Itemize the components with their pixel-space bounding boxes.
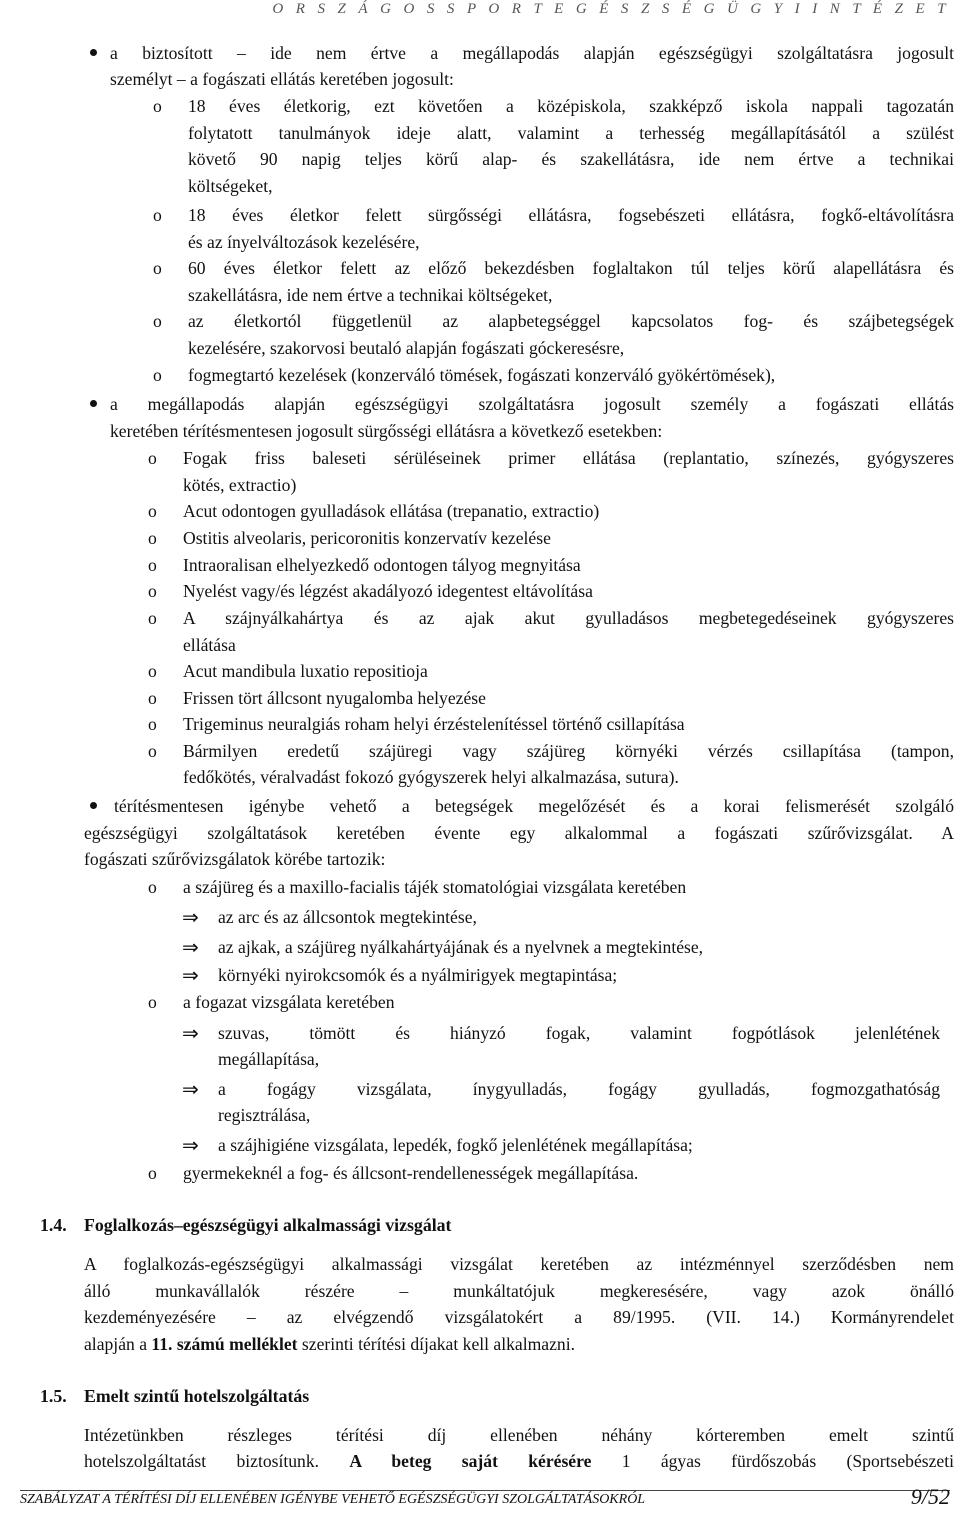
text-line: kötés, extractio) bbox=[183, 475, 297, 495]
text-run: 1 ágyas fürdőszobás (Sportsebészeti bbox=[591, 1451, 954, 1471]
section-title: Emelt szintű hotelszolgáltatás bbox=[84, 1386, 310, 1406]
sub-marker: o bbox=[148, 528, 157, 548]
text-line: kezdeményezésére – az elvégzendő vizsgálatokért a 89/1995. (VII. 14.) Kormányrendelet bbox=[84, 1307, 954, 1327]
section-title: Foglalkozás–egészségügyi alkalmassági vizsgálat bbox=[84, 1215, 452, 1235]
text-line: a fogazat vizsgálata keretében bbox=[183, 992, 395, 1012]
text-line: szakellátásra, ide nem értve a technikai költségeket, bbox=[188, 285, 553, 305]
text-line: A foglalkozás-egészségügyi alkalmassági vizsgálat keretében az intézménnyel szerződésben nem bbox=[84, 1254, 954, 1274]
section-number: 1.5. bbox=[40, 1386, 67, 1406]
text-line: az életkortól függetlenül az alapbetegséggel kapcsolatos fog- és szájbetegségek bbox=[188, 311, 954, 331]
text-run: alapján a bbox=[84, 1334, 152, 1354]
text-line: megállapítása, bbox=[218, 1049, 320, 1069]
section-number: 1.4. bbox=[40, 1215, 67, 1235]
text-line: 60 éves életkor felett az előző bekezdésben foglaltakon túl teljes körű alapellátásra és bbox=[188, 258, 954, 278]
footer-title: SZABÁLYZAT A TÉRÍTÉSI DÍJ ELLENÉBEN IGÉNYBE VEHETŐ EGÉSZSÉGÜGYI SZOLGÁLTATÁSOKRÓL bbox=[20, 1492, 646, 1507]
sub-marker: o bbox=[148, 741, 157, 761]
text-line bbox=[84, 1331, 954, 1357]
text-line: folytatott tanulmányok ideje alatt, valamint a terhesség megállapításától a szülést bbox=[188, 123, 954, 143]
sub-marker: o bbox=[148, 608, 157, 628]
sub-marker: o bbox=[148, 992, 157, 1012]
text-line: Intraoralisan elhelyezkedő odontogen tályog megnyitása bbox=[183, 555, 581, 575]
text-line: Acut mandibula luxatio repositioja bbox=[183, 661, 428, 681]
text-line: egészségügyi szolgáltatások keretében évente egy alkalommal a fogászati szűrővizsgálat. A bbox=[84, 823, 954, 843]
sub-marker: o bbox=[148, 877, 157, 897]
sub-marker: o bbox=[153, 96, 162, 116]
text-line: gyermekeknél a fog- és állcsont-rendellenességek megállapítása. bbox=[183, 1163, 639, 1183]
text-line: Fogak friss baleseti sérüléseinek primer ellátása (replantatio, színezés, gyógyszeres bbox=[183, 448, 954, 468]
arrow-icon: ⇒ bbox=[182, 1021, 199, 1045]
arrow-icon: ⇒ bbox=[182, 935, 199, 959]
text-line: A szájnyálkahártya és az ajak akut gyulladásos megbetegedéseinek gyógyszeres bbox=[183, 608, 954, 628]
text-line: az arc és az állcsontok megtekintése, bbox=[218, 907, 477, 927]
text-line: személyt – a fogászati ellátás keretében jogosult: bbox=[110, 69, 454, 89]
text-line: álló munkavállalók részére – munkáltatójuk megkeresésére, vagy azok önálló bbox=[84, 1281, 954, 1301]
text-line: Bármilyen eredetű szájüregi vagy szájüreg környéki vérzés csillapítása (tampon, bbox=[183, 741, 954, 761]
text-line: a biztosított – ide nem értve a megállapodás alapján egészségügyi szolgáltatásra jogosult bbox=[110, 43, 954, 63]
sub-marker: o bbox=[148, 555, 157, 575]
text-line: fedőkötés, véralvadást fokozó gyógyszerek helyi alkalmazása, sutura). bbox=[183, 767, 679, 787]
arrow-icon: ⇒ bbox=[182, 1077, 199, 1101]
sub-marker: o bbox=[153, 205, 162, 225]
page-number: 9/52 bbox=[910, 1484, 950, 1509]
text-line: keretében térítésmentesen jogosult sürgősségi ellátásra a következő esetekben: bbox=[110, 421, 663, 441]
bullet-dot bbox=[90, 802, 97, 809]
text-line: Intézetünkben részleges térítési díj ellenében néhány kórteremben emelt szintű bbox=[84, 1425, 954, 1445]
footer-rule bbox=[20, 1490, 950, 1491]
text-line: és az ínyelváltozások kezelésére, bbox=[188, 232, 420, 252]
bullet-dot bbox=[90, 400, 97, 407]
text-line: környéki nyirokcsomók és a nyálmirigyek megtapintása; bbox=[218, 965, 618, 985]
text-line: Frissen tört állcsont nyugalomba helyezése bbox=[183, 688, 486, 708]
text-line: fogmegtartó kezelések (konzerváló tömések, fogászati konzerváló gyökértömések), bbox=[188, 365, 776, 385]
text-line: Ostitis alveolaris, pericoronitis konzervatív kezelése bbox=[183, 528, 551, 548]
text-line: 18 éves életkorig, ezt követően a középiskola, szakképző iskola nappali tagozatán bbox=[188, 96, 954, 116]
sub-marker: o bbox=[148, 688, 157, 708]
arrow-icon: ⇒ bbox=[182, 1133, 199, 1157]
sub-marker: o bbox=[148, 714, 157, 734]
text-run: szerinti térítési díjakat kell alkalmazni. bbox=[297, 1334, 576, 1354]
sub-marker: o bbox=[148, 581, 157, 601]
text-line bbox=[84, 1448, 954, 1474]
sub-marker: o bbox=[148, 448, 157, 468]
arrow-icon: ⇒ bbox=[182, 963, 199, 987]
annex-reference: 11. számú melléklet bbox=[151, 1334, 298, 1354]
text-line: 18 éves életkor felett sürgősségi ellátásra, fogsebészeti ellátásra, fogkő-eltávolításra bbox=[188, 205, 954, 225]
arrow-icon: ⇒ bbox=[182, 905, 199, 929]
sub-marker: o bbox=[153, 311, 162, 331]
sub-marker: o bbox=[153, 365, 162, 385]
bullet-dot bbox=[90, 49, 97, 56]
sub-marker: o bbox=[148, 1163, 157, 1183]
text-line: követő 90 napig teljes körű alap- és szakellátásra, ide nem értve a technikai bbox=[188, 149, 954, 169]
text-line: Trigeminus neuralgiás roham helyi érzéstelenítéssel történő csillapítása bbox=[183, 714, 685, 734]
text-line: a megállapodás alapján egészségügyi szolgáltatásra jogosult személy a fogászati ellátás bbox=[110, 394, 954, 414]
text-line: Nyelést vagy/és légzést akadályozó idegentest eltávolítása bbox=[183, 581, 593, 601]
text-line: a szájhigiéne vizsgálata, lepedék, fogkő jelenlétének megállapítása; bbox=[218, 1135, 693, 1155]
running-header: O R S Z Á G O S S P O R T E G É S Z S É G Ü G Y I I N T É Z E T bbox=[272, 1, 950, 17]
text-line: ellátása bbox=[183, 635, 236, 655]
text-run: hotelszolgáltatást biztosítunk. bbox=[84, 1451, 350, 1471]
sub-marker: o bbox=[153, 258, 162, 278]
text-line: térítésmentesen igénybe vehető a betegségek megelőzését és a korai felismerését szolgáló bbox=[114, 796, 954, 816]
sub-marker: o bbox=[148, 501, 157, 521]
text-line: költségeket, bbox=[188, 176, 273, 196]
text-line: Acut odontogen gyulladások ellátása (trepanatio, extractio) bbox=[183, 501, 600, 521]
sub-marker: o bbox=[148, 661, 157, 681]
text-line: regisztrálása, bbox=[218, 1105, 311, 1125]
text-line: szuvas, tömött és hiányzó fogak, valamint fogpótlások jelenlétének bbox=[218, 1023, 940, 1043]
text-line: kezelésére, szakorvosi beutaló alapján fogászati góckeresésre, bbox=[188, 338, 625, 358]
text-line: a szájüreg és a maxillo-facialis tájék stomatológiai vizsgálata keretében bbox=[183, 877, 687, 897]
text-line: fogászati szűrővizsgálatok körébe tartozik: bbox=[84, 849, 386, 869]
text-line: a fogágy vizsgálata, ínygyulladás, fogágy gyulladás, fogmozgathatóság bbox=[218, 1079, 940, 1099]
emphasis-text: A beteg saját kérésére bbox=[349, 1451, 592, 1471]
text-line: az ajkak, a szájüreg nyálkahártyájának és a nyelvnek a megtekintése, bbox=[218, 937, 704, 957]
